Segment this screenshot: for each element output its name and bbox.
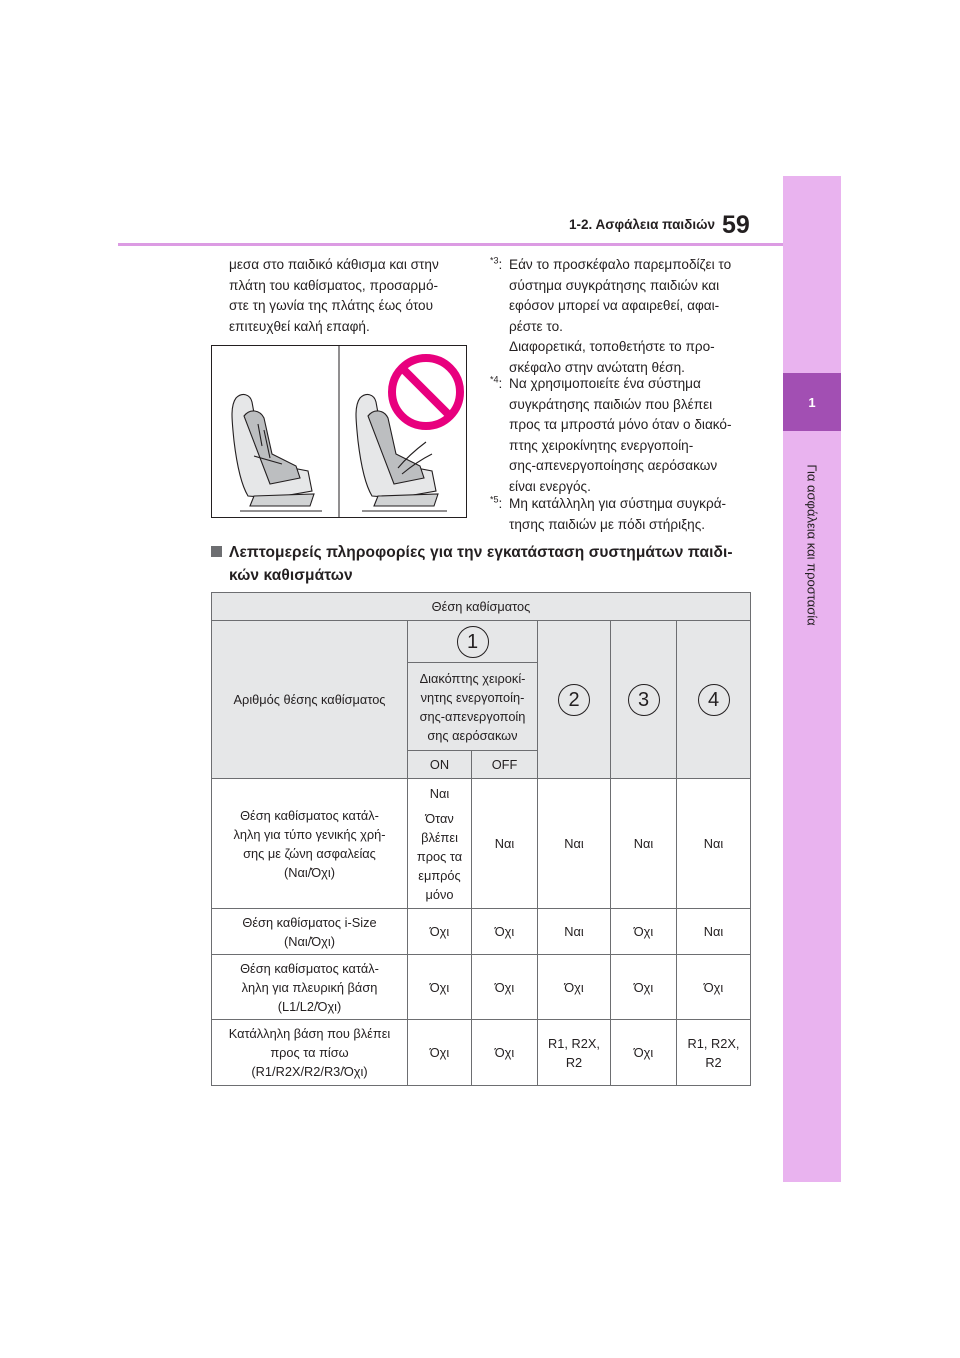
footnote-mark: $^{*3}$:: [490, 255, 503, 272]
footnote-line: Μη κατάλληλη για σύστημα συγκρά-: [509, 496, 727, 511]
row-label-line: Θέση καθίσματος κατάλ-: [240, 807, 379, 823]
cell-note-line: εμπρός: [418, 867, 461, 883]
cell-value-line: R2: [705, 1054, 722, 1070]
intro-paragraph: [229, 255, 474, 337]
cell-note-line: βλέπει: [421, 829, 458, 845]
row-label: [212, 909, 408, 955]
footnote-line: Να χρησιμοποιείτε ένα σύστημα: [509, 376, 701, 391]
cell-on: Όχι: [408, 1020, 472, 1086]
cell-p4: [677, 1020, 751, 1086]
cell-off: Ναι: [472, 779, 538, 909]
row-label-line: προς τα πίσω: [270, 1045, 349, 1060]
cell-p3: Όχι: [611, 955, 677, 1020]
child-seat-figure: [211, 345, 467, 518]
cell-p2: Ναι: [538, 909, 611, 955]
footnote-mark: $^{*5}$:: [490, 494, 503, 511]
section-heading: Λεπτομερείς πληροφορίες για την εγκατάσταση συστημάτων παιδι-κών καθισμάτων: [229, 544, 733, 584]
position-3-marker: 3: [628, 684, 660, 716]
row-label-line: Κατάλληλη βάση που βλέπει: [228, 1026, 391, 1041]
row-label-line: (R1/R2X/R2/R3/Όχι): [251, 1064, 368, 1079]
footnote-line: εφόσον μπορεί να αφαιρεθεί, αφαι-: [509, 298, 720, 313]
cell-off: Όχι: [472, 955, 538, 1020]
header-rule: [118, 243, 783, 246]
footnote-mark: $^{*4}$:: [490, 374, 503, 391]
table-row: [212, 955, 751, 1020]
cell-p2: [538, 1020, 611, 1086]
row-label-line: ληλη για τύπο γενικής χρή-: [233, 826, 386, 842]
table-row: [212, 909, 751, 955]
footnote-mark-text: *3: [490, 255, 499, 266]
switch-off-header: OFF: [472, 751, 538, 779]
cell-off: Όχι: [472, 1020, 538, 1086]
footnote-5: [490, 494, 746, 535]
footnote-line: ρέστε το.: [509, 318, 563, 334]
intro-line: επιτευχθεί καλή επαφή.: [229, 318, 370, 334]
row-label-line: Θέση καθίσματος i-Size: [242, 914, 377, 930]
cell-p2: Όχι: [538, 955, 611, 1020]
cell-off: Όχι: [472, 909, 538, 955]
position-1-marker: 1: [457, 626, 489, 658]
footnote-line: σύστημα συγκράτησης παιδιών και: [509, 277, 720, 293]
cell-on: [408, 779, 472, 909]
table-row: [212, 1020, 751, 1086]
cell-p3: Όχι: [611, 909, 677, 955]
footnote-3: [490, 255, 746, 378]
prohibition-icon: [392, 358, 460, 426]
cell-p4: Ναι: [677, 909, 751, 955]
chapter-title: Για ασφάλεια και προστασία: [804, 464, 820, 626]
footnote-line: συγκράτησης παιδιών που βλέπει: [509, 396, 713, 412]
position-2-marker: 2: [558, 684, 590, 716]
position-4-marker: 4: [698, 684, 730, 716]
row-label-line: (L1/L2/Όχι): [277, 998, 342, 1014]
correct-seat-icon: [232, 395, 322, 511]
row-label: [212, 955, 408, 1020]
cell-value-line: R2: [565, 1054, 583, 1070]
child-seat-illustration: [212, 346, 466, 517]
cell-note-line: Όταν: [425, 810, 454, 826]
cell-p2: Ναι: [538, 779, 611, 909]
cell-p3: Ναι: [611, 779, 677, 909]
cell-note-line: μόνο: [425, 886, 454, 902]
position-2-header: [538, 621, 611, 779]
row-header-label: Αριθμός θέσης καθίσματος: [212, 621, 408, 779]
footnote-mark-text: *4: [490, 374, 499, 385]
table-top-header: Θέση καθίσματος: [212, 593, 751, 621]
switch-label-line: σης-απενεργοποίη: [419, 708, 526, 724]
position-4-header: [677, 621, 751, 779]
footnote-mark-text: *5: [490, 494, 499, 505]
row-label-line: (Ναι/Όχι): [283, 933, 336, 949]
cell-value: Ναι: [429, 785, 450, 801]
row-label-line: Θέση καθίσματος κατάλ-: [240, 960, 379, 976]
page-number: 59: [722, 211, 750, 239]
cell-p4: Όχι: [677, 955, 751, 1020]
table-row: [212, 779, 751, 909]
switch-on-header: ON: [408, 751, 472, 779]
cell-p3: Όχι: [611, 1020, 677, 1086]
intro-line: πλάτη του καθίσματος, προσαρμό-: [229, 277, 439, 293]
cell-value-line: R1, R2X,: [687, 1035, 740, 1051]
row-label-line: ληλη για πλευρική βάση: [241, 979, 378, 995]
switch-label-line: Διακόπτης χειροκί-: [419, 670, 526, 686]
position-1-header: [408, 621, 538, 663]
heading-bullet-icon: [211, 546, 222, 557]
cell-value-line: R1, R2X,: [548, 1035, 600, 1051]
row-label: [212, 779, 408, 909]
row-label-line: (Ναι/Όχι): [283, 864, 336, 880]
row-label: [212, 1020, 408, 1086]
chapter-number-tab[interactable]: 1: [783, 373, 841, 431]
footnote-line: τησης παιδιών με πόδι στήριξης.: [509, 516, 706, 532]
footnote-line: σης-απενεργοποίησης αερόσακων: [509, 458, 718, 473]
chapter-side-strip: [783, 176, 841, 1182]
footnote-line: Εάν το προσκέφαλο παρεμποδίζει το: [509, 257, 732, 272]
footnote-line: προς τα μπροστά μόνο όταν ο διακό-: [509, 417, 732, 432]
footnote-line: πτης χειροκίνητης ενεργοποίη-: [509, 437, 694, 453]
row-label-line: σης με ζώνη ασφαλείας: [243, 845, 376, 861]
intro-line: στε τη γωνία της πλάτης έως ότου: [229, 298, 434, 313]
footnote-line: Διαφορετικά, τοποθετήστε το προ-: [509, 339, 715, 354]
cell-on: Όχι: [408, 909, 472, 955]
footnote-4: [490, 374, 746, 497]
cell-note-line: προς τα: [416, 848, 463, 864]
intro-line: μεσα στο παιδικό κάθισμα και στην: [229, 257, 439, 272]
switch-label-line: σης αερόσακων: [427, 727, 518, 743]
footnote-line: σκέφαλο στην ανώτατη θέση.: [509, 359, 685, 375]
seat-position-table: [211, 592, 751, 1086]
footnote-line: είναι ενεργός.: [509, 478, 591, 494]
cell-on: Όχι: [408, 955, 472, 1020]
switch-label-line: νητης ενεργοποίη-: [420, 689, 525, 705]
position-3-header: [611, 621, 677, 779]
cell-p4: Ναι: [677, 779, 751, 909]
section-title: 1-2. Ασφάλεια παιδιών: [568, 217, 715, 232]
airbag-switch-label: [408, 663, 538, 751]
